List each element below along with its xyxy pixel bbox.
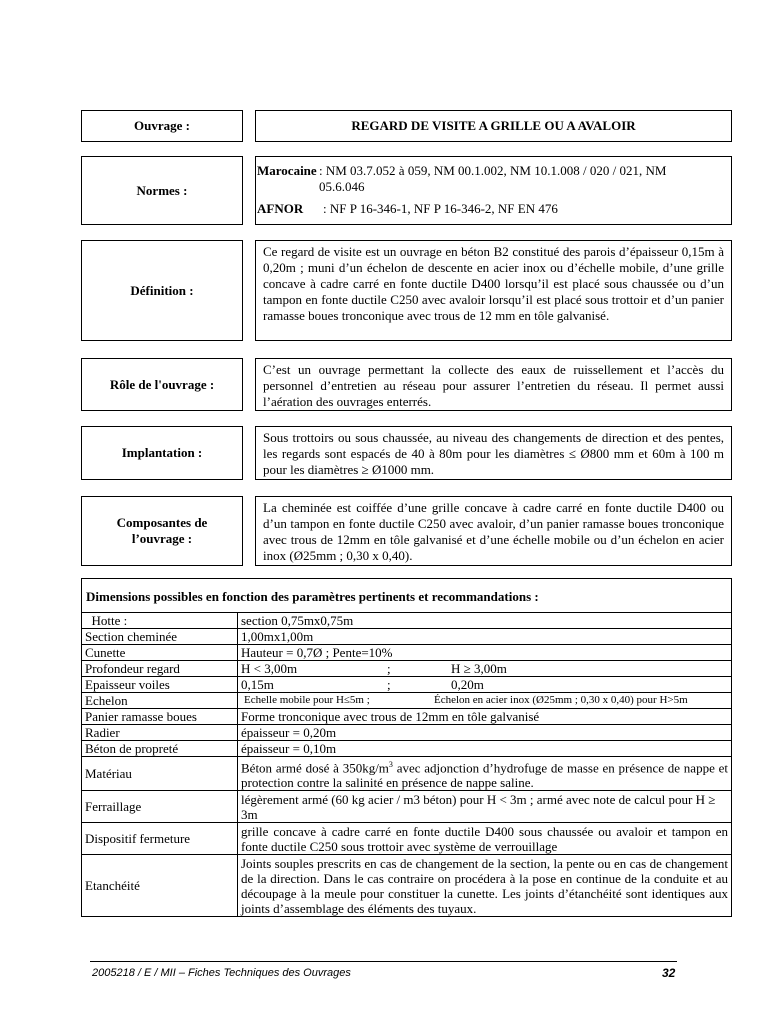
row-key-section: Section cheminée (82, 629, 238, 645)
epaisseur-v1: 0,15m (241, 677, 274, 692)
table-row (82, 629, 732, 645)
normes-afnor-value: : NF P 16-346-1, NF P 16-346-2, NF EN 476 (323, 201, 558, 216)
epaisseur-sep: ; (387, 677, 391, 692)
table-row (82, 645, 732, 661)
normes-content-box (255, 156, 732, 225)
table-row (82, 725, 732, 741)
composantes-label-line2: l’ouvrage : (131, 531, 193, 546)
ouvrage-title-box (255, 110, 732, 142)
table-row (82, 661, 732, 677)
implantation-label: Implantation : (121, 445, 203, 460)
dimensions-table (81, 612, 732, 917)
dimensions-heading: Dimensions possibles en fonction des paramètres pertinents et recommandations : (81, 578, 732, 612)
row-value-profondeur (238, 661, 732, 677)
table-row (82, 855, 732, 917)
row-key-cunette: Cunette (82, 645, 238, 661)
role-label-box (81, 358, 243, 411)
normes-label-box (81, 156, 243, 225)
composantes-label-line1: Composantes de (116, 515, 208, 530)
normes-marocaine-row (256, 163, 731, 195)
table-row (82, 693, 732, 709)
row-value-hotte: section 0,75mx0,75m (238, 613, 732, 629)
definition-label: Définition : (130, 282, 194, 298)
role-label: Rôle de l'ouvrage : (109, 376, 215, 392)
row-key-etancheite: Etanchéité (82, 855, 238, 917)
normes-marocaine-label: Marocaine (257, 163, 317, 178)
footer-divider (90, 961, 677, 962)
row-value-radier: épaisseur = 0,20m (238, 725, 732, 741)
composantes-label-box (81, 496, 243, 566)
echelon-v1: Echelle mobile pour H≤5m ; (244, 694, 370, 706)
normes-afnor-label: AFNOR (257, 201, 304, 216)
row-value-cunette: Hauteur = 0,7Ø ; Pente=10% (238, 645, 732, 661)
row-key-beton: Béton de propreté (82, 741, 238, 757)
normes-marocaine-value: : NM 03.7.052 à 059, NM 00.1.002, NM 10.1.008 / 020 / 021, NM 05.6.046 (319, 163, 667, 194)
epaisseur-v2: 0,20m (451, 677, 484, 692)
echelon-v2: Échelon en acier inox (Ø25mm ; 0,30 x 0,40) pour H>5m (434, 694, 688, 706)
row-value-epaisseur (238, 677, 732, 693)
table-row (82, 823, 732, 855)
table-row (82, 677, 732, 693)
row-key-materiau: Matériau (82, 757, 238, 791)
table-row (82, 757, 732, 791)
row-key-ferraillage: Ferraillage (82, 791, 238, 823)
row-value-section: 1,00mx1,00m (238, 629, 732, 645)
row-value-echelon (238, 693, 732, 709)
ouvrage-title: REGARD DE VISITE A GRILLE OU A AVALOIR (351, 118, 636, 133)
definition-label-box (81, 240, 243, 341)
profondeur-v2: H ≥ 3,00m (451, 661, 507, 676)
page-number: 32 (662, 966, 676, 980)
row-key-radier: Radier (82, 725, 238, 741)
table-row (82, 709, 732, 725)
profondeur-v1: H < 3,00m (241, 661, 298, 676)
profondeur-sep: ; (387, 661, 391, 676)
row-key-echelon: Echelon (82, 693, 238, 709)
implantation-label-box (81, 426, 243, 480)
definition-text: Ce regard de visite est un ouvrage en béton B2 constitué des parois d’épaisseur 0,15m à 0,20m ; muni d’un échelon de descente en acier inox ou d’échelle mobile, d’une grille concave à cadre carré en fonte ductile D400 lorsqu’il est placé sous chaussée ou d’un tampon en fonte ductile C250 avec avaloir lorsqu’il est placé sous trottoir et d’un panier ramasse boues tronconique avec trous de 12 mm en tôle galvanisé. (255, 240, 732, 341)
row-key-dispositif: Dispositif fermeture (82, 823, 238, 855)
table-row (82, 613, 732, 629)
row-value-ferraillage: légèrement armé (60 kg acier / m3 béton) pour H < 3m ; armé avec note de calcul pour H ≥ 3m (238, 791, 732, 823)
row-value-panier: Forme tronconique avec trous de 12mm en tôle galvanisé (238, 709, 732, 725)
table-row (82, 791, 732, 823)
row-value-etancheite: Joints souples prescrits en cas de changement de la section, la pente ou en cas de changement de la direction. Dans le cas contraire on procédera à la pose en continue de la conduite et au découpage à la meule pour constituer la cunette. Les joints d’étanchéité sont identiques aux joints d’assemblage des éléments des tuyaux. (238, 855, 732, 917)
normes-afnor-row (256, 201, 731, 217)
normes-label: Normes : (136, 182, 188, 198)
ouvrage-label-box (81, 110, 243, 142)
row-key-profondeur: Profondeur regard (82, 661, 238, 677)
materiau-post: avec adjonction d’hydrofuge de masse en présence de nappe et protection contre la salinité en présence de nappe saline. (241, 760, 728, 791)
row-key-epaisseur: Epaisseur voiles (82, 677, 238, 693)
row-key-hotte: Hotte : (82, 613, 238, 629)
table-row (82, 741, 732, 757)
row-value-dispositif: grille concave à cadre carré en fonte ductile D400 sous chaussée ou avaloir et tampon en fonte ductile C250 sous trottoir avec système de verrouillage (238, 823, 732, 855)
materiau-pre: Béton armé dosé à 350kg/m (241, 760, 389, 776)
composantes-text: La cheminée est coiffée d’une grille concave à cadre carré en fonte ductile D400 ou d’un tampon en fonte ductile C250 avec avaloir, d’un panier ramasse boues tronconique avec trous de 12mm en tôle galvanisé et d’une échelle mobile ou d’un échelon en acier inox (Ø25mm ; 0,30 x 0,40). (255, 496, 732, 566)
footer-text: 2005218 / E / MII – Fiches Techniques des Ouvrages (92, 967, 351, 979)
ouvrage-label: Ouvrage : (134, 118, 190, 133)
row-value-beton: épaisseur = 0,10m (238, 741, 732, 757)
row-value-materiau (238, 757, 732, 791)
row-key-panier: Panier ramasse boues (82, 709, 238, 725)
role-text: C’est un ouvrage permettant la collecte des eaux de ruissellement et l’accès du personnel d’entretien au réseau pour assurer l’entretien du réseau. Il permet aussi l’aération des ouvrages enterrés. (255, 358, 732, 411)
materiau-sup: 3 (388, 760, 393, 769)
implantation-text: Sous trottoirs ou sous chaussée, au niveau des changements de direction et des pentes, les regards sont espacés de 40 à 80m pour les diamètres ≤ Ø800 mm et 60m à 100 m pour les diamètres ≥ Ø1000 mm. (255, 426, 732, 480)
